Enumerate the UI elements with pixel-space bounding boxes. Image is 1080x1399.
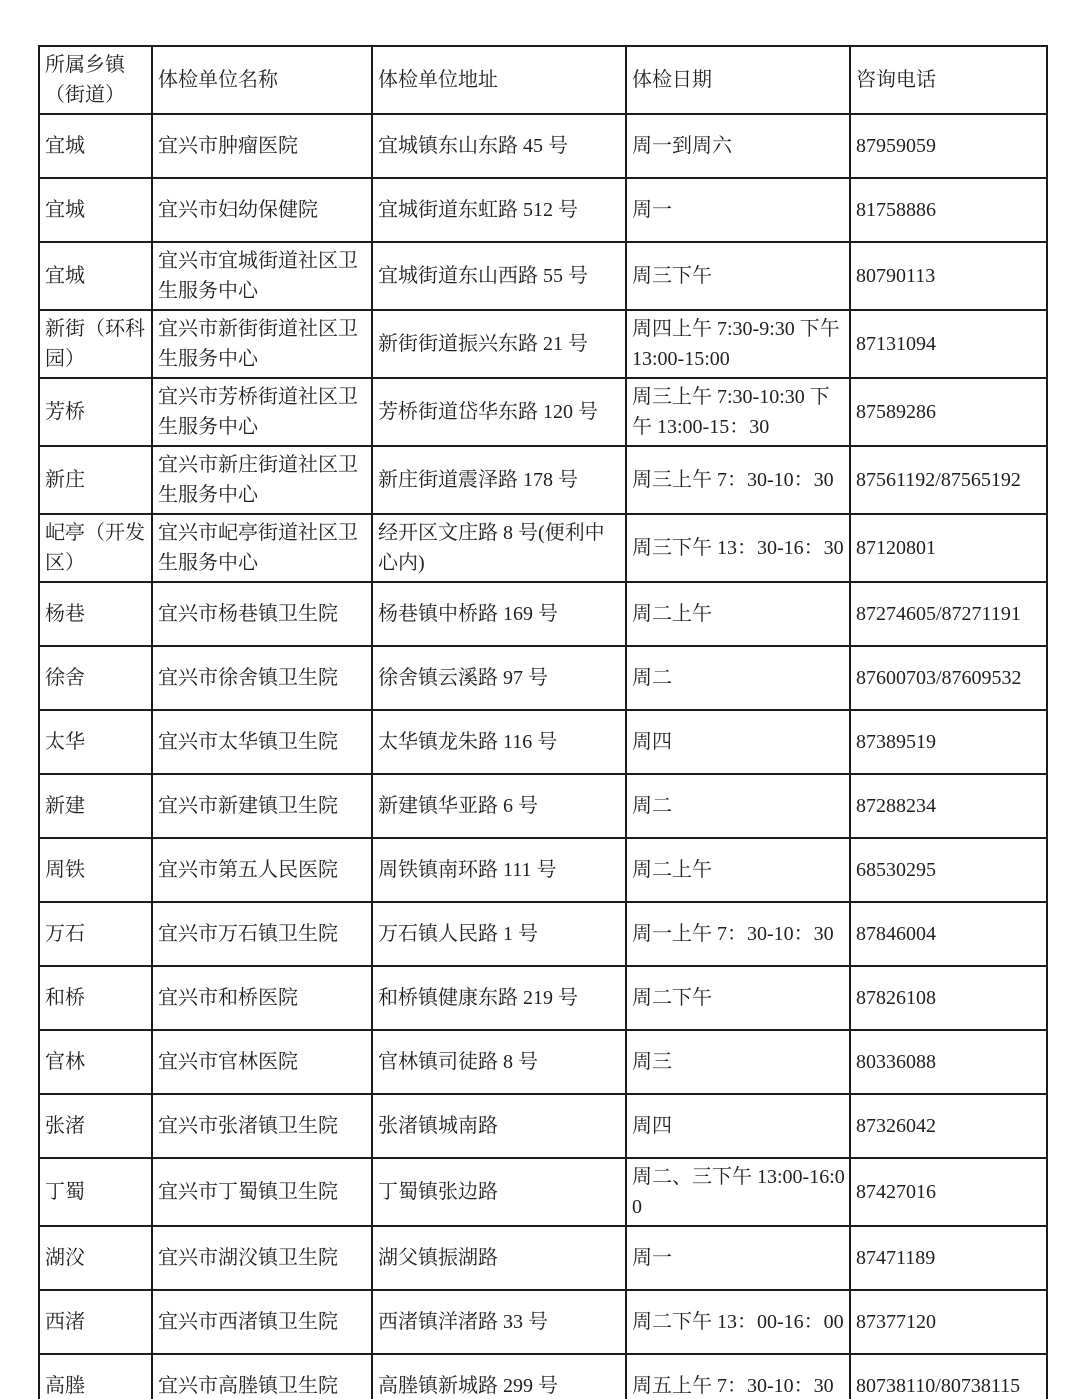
cell-unit-name: 宜兴市张渚镇卫生院 bbox=[152, 1094, 372, 1158]
cell-unit-address: 湖父镇振湖路 bbox=[372, 1226, 626, 1290]
table-header-row bbox=[39, 46, 1047, 114]
table-row bbox=[39, 710, 1047, 774]
cell-township: 太华 bbox=[39, 710, 152, 774]
cell-township: 湖㳇 bbox=[39, 1226, 152, 1290]
cell-unit-address: 官林镇司徒路 8 号 bbox=[372, 1030, 626, 1094]
col-header-exam-date: 体检日期 bbox=[626, 46, 850, 114]
col-header-township: 所属乡镇（街道） bbox=[39, 46, 152, 114]
cell-township: 宜城 bbox=[39, 114, 152, 178]
cell-unit-name: 宜兴市第五人民医院 bbox=[152, 838, 372, 902]
table-row bbox=[39, 446, 1047, 514]
cell-unit-address: 新庄街道震泽路 178 号 bbox=[372, 446, 626, 514]
cell-exam-date: 周四上午 7:30-9:30 下午 13:00-15:00 bbox=[626, 310, 850, 378]
cell-exam-date: 周二上午 bbox=[626, 838, 850, 902]
table-row bbox=[39, 838, 1047, 902]
cell-township: 张渚 bbox=[39, 1094, 152, 1158]
cell-exam-date: 周三上午 7:30-10:30 下午 13:00-15：30 bbox=[626, 378, 850, 446]
cell-unit-name: 宜兴市新建镇卫生院 bbox=[152, 774, 372, 838]
cell-phone: 87131094 bbox=[850, 310, 1047, 378]
cell-township: 宜城 bbox=[39, 242, 152, 310]
cell-exam-date: 周三上午 7：30-10：30 bbox=[626, 446, 850, 514]
cell-unit-name: 宜兴市西渚镇卫生院 bbox=[152, 1290, 372, 1354]
cell-unit-address: 太华镇龙朱路 116 号 bbox=[372, 710, 626, 774]
cell-exam-date: 周二下午 bbox=[626, 966, 850, 1030]
cell-exam-date: 周三下午 bbox=[626, 242, 850, 310]
cell-phone: 87389519 bbox=[850, 710, 1047, 774]
cell-unit-name: 宜兴市太华镇卫生院 bbox=[152, 710, 372, 774]
cell-exam-date: 周一上午 7：30-10：30 bbox=[626, 902, 850, 966]
table-row bbox=[39, 966, 1047, 1030]
cell-township: 万石 bbox=[39, 902, 152, 966]
cell-unit-address: 万石镇人民路 1 号 bbox=[372, 902, 626, 966]
cell-unit-address: 宜城街道东虹路 512 号 bbox=[372, 178, 626, 242]
cell-unit-name: 宜兴市新街街道社区卫生服务中心 bbox=[152, 310, 372, 378]
cell-unit-name: 宜兴市新庄街道社区卫生服务中心 bbox=[152, 446, 372, 514]
cell-unit-address: 周铁镇南环路 111 号 bbox=[372, 838, 626, 902]
table-row bbox=[39, 114, 1047, 178]
col-header-unit-name: 体检单位名称 bbox=[152, 46, 372, 114]
table-row bbox=[39, 646, 1047, 710]
cell-township: 芳桥 bbox=[39, 378, 152, 446]
cell-phone: 87377120 bbox=[850, 1290, 1047, 1354]
cell-unit-name: 宜兴市丁蜀镇卫生院 bbox=[152, 1158, 372, 1226]
cell-phone: 81758886 bbox=[850, 178, 1047, 242]
cell-phone: 87561192/87565192 bbox=[850, 446, 1047, 514]
cell-unit-address: 经开区文庄路 8 号(便利中心内) bbox=[372, 514, 626, 582]
cell-unit-address: 和桥镇健康东路 219 号 bbox=[372, 966, 626, 1030]
cell-unit-address: 杨巷镇中桥路 169 号 bbox=[372, 582, 626, 646]
cell-township: 新街（环科园） bbox=[39, 310, 152, 378]
cell-unit-name: 宜兴市高塍镇卫生院 bbox=[152, 1354, 372, 1399]
cell-exam-date: 周一 bbox=[626, 178, 850, 242]
cell-unit-name: 宜兴市杨巷镇卫生院 bbox=[152, 582, 372, 646]
cell-township: 高塍 bbox=[39, 1354, 152, 1399]
cell-unit-name: 宜兴市妇幼保健院 bbox=[152, 178, 372, 242]
cell-exam-date: 周四 bbox=[626, 1094, 850, 1158]
cell-unit-name: 宜兴市屺亭街道社区卫生服务中心 bbox=[152, 514, 372, 582]
cell-township: 官林 bbox=[39, 1030, 152, 1094]
cell-unit-name: 宜兴市宜城街道社区卫生服务中心 bbox=[152, 242, 372, 310]
cell-unit-address: 新建镇华亚路 6 号 bbox=[372, 774, 626, 838]
col-header-phone: 咨询电话 bbox=[850, 46, 1047, 114]
table-row bbox=[39, 1226, 1047, 1290]
cell-township: 西渚 bbox=[39, 1290, 152, 1354]
cell-unit-address: 丁蜀镇张边路 bbox=[372, 1158, 626, 1226]
cell-phone: 87326042 bbox=[850, 1094, 1047, 1158]
cell-unit-name: 宜兴市湖㳇镇卫生院 bbox=[152, 1226, 372, 1290]
cell-township: 周铁 bbox=[39, 838, 152, 902]
cell-exam-date: 周二 bbox=[626, 774, 850, 838]
cell-phone: 68530295 bbox=[850, 838, 1047, 902]
table-row bbox=[39, 514, 1047, 582]
cell-unit-name: 宜兴市和桥医院 bbox=[152, 966, 372, 1030]
cell-township: 徐舍 bbox=[39, 646, 152, 710]
cell-township: 宜城 bbox=[39, 178, 152, 242]
cell-unit-address: 西渚镇洋渚路 33 号 bbox=[372, 1290, 626, 1354]
cell-phone: 87959059 bbox=[850, 114, 1047, 178]
cell-unit-name: 宜兴市徐舍镇卫生院 bbox=[152, 646, 372, 710]
table-row bbox=[39, 582, 1047, 646]
cell-unit-name: 宜兴市芳桥街道社区卫生服务中心 bbox=[152, 378, 372, 446]
cell-exam-date: 周三下午 13：30-16：30 bbox=[626, 514, 850, 582]
cell-phone: 87471189 bbox=[850, 1226, 1047, 1290]
cell-phone: 80790113 bbox=[850, 242, 1047, 310]
cell-unit-address: 新街街道振兴东路 21 号 bbox=[372, 310, 626, 378]
cell-phone: 87846004 bbox=[850, 902, 1047, 966]
cell-phone: 80336088 bbox=[850, 1030, 1047, 1094]
cell-phone: 87274605/87271191 bbox=[850, 582, 1047, 646]
table-row bbox=[39, 378, 1047, 446]
cell-unit-name: 宜兴市肿瘤医院 bbox=[152, 114, 372, 178]
table-body bbox=[39, 114, 1047, 1399]
cell-phone: 87288234 bbox=[850, 774, 1047, 838]
cell-unit-name: 宜兴市万石镇卫生院 bbox=[152, 902, 372, 966]
cell-township: 新庄 bbox=[39, 446, 152, 514]
cell-phone: 87427016 bbox=[850, 1158, 1047, 1226]
cell-exam-date: 周四 bbox=[626, 710, 850, 774]
cell-phone: 87589286 bbox=[850, 378, 1047, 446]
cell-unit-address: 宜城镇东山东路 45 号 bbox=[372, 114, 626, 178]
cell-exam-date: 周二下午 13：00-16：00 bbox=[626, 1290, 850, 1354]
cell-phone: 87826108 bbox=[850, 966, 1047, 1030]
table-row bbox=[39, 310, 1047, 378]
table-row bbox=[39, 178, 1047, 242]
cell-phone: 80738110/80738115 bbox=[850, 1354, 1047, 1399]
cell-township: 新建 bbox=[39, 774, 152, 838]
table-row bbox=[39, 1354, 1047, 1399]
cell-unit-address: 徐舍镇云溪路 97 号 bbox=[372, 646, 626, 710]
health-check-units-table bbox=[38, 45, 1048, 1399]
cell-exam-date: 周五上午 7：30-10：30 bbox=[626, 1354, 850, 1399]
cell-exam-date: 周一到周六 bbox=[626, 114, 850, 178]
cell-unit-name: 宜兴市官林医院 bbox=[152, 1030, 372, 1094]
table-row bbox=[39, 1030, 1047, 1094]
cell-township: 和桥 bbox=[39, 966, 152, 1030]
col-header-unit-address: 体检单位地址 bbox=[372, 46, 626, 114]
cell-exam-date: 周二 bbox=[626, 646, 850, 710]
cell-exam-date: 周二上午 bbox=[626, 582, 850, 646]
table-row bbox=[39, 902, 1047, 966]
cell-phone: 87600703/87609532 bbox=[850, 646, 1047, 710]
cell-township: 丁蜀 bbox=[39, 1158, 152, 1226]
cell-unit-address: 高塍镇新城路 299 号 bbox=[372, 1354, 626, 1399]
table-row bbox=[39, 774, 1047, 838]
cell-township: 杨巷 bbox=[39, 582, 152, 646]
cell-unit-address: 张渚镇城南路 bbox=[372, 1094, 626, 1158]
table-row bbox=[39, 1094, 1047, 1158]
table-row bbox=[39, 1158, 1047, 1226]
table-row bbox=[39, 1290, 1047, 1354]
cell-exam-date: 周二、三下午 13:00-16:00 bbox=[626, 1158, 850, 1226]
cell-unit-address: 宜城街道东山西路 55 号 bbox=[372, 242, 626, 310]
cell-exam-date: 周一 bbox=[626, 1226, 850, 1290]
cell-unit-address: 芳桥街道岱华东路 120 号 bbox=[372, 378, 626, 446]
cell-township: 屺亭（开发区） bbox=[39, 514, 152, 582]
cell-exam-date: 周三 bbox=[626, 1030, 850, 1094]
table-row bbox=[39, 242, 1047, 310]
cell-phone: 87120801 bbox=[850, 514, 1047, 582]
